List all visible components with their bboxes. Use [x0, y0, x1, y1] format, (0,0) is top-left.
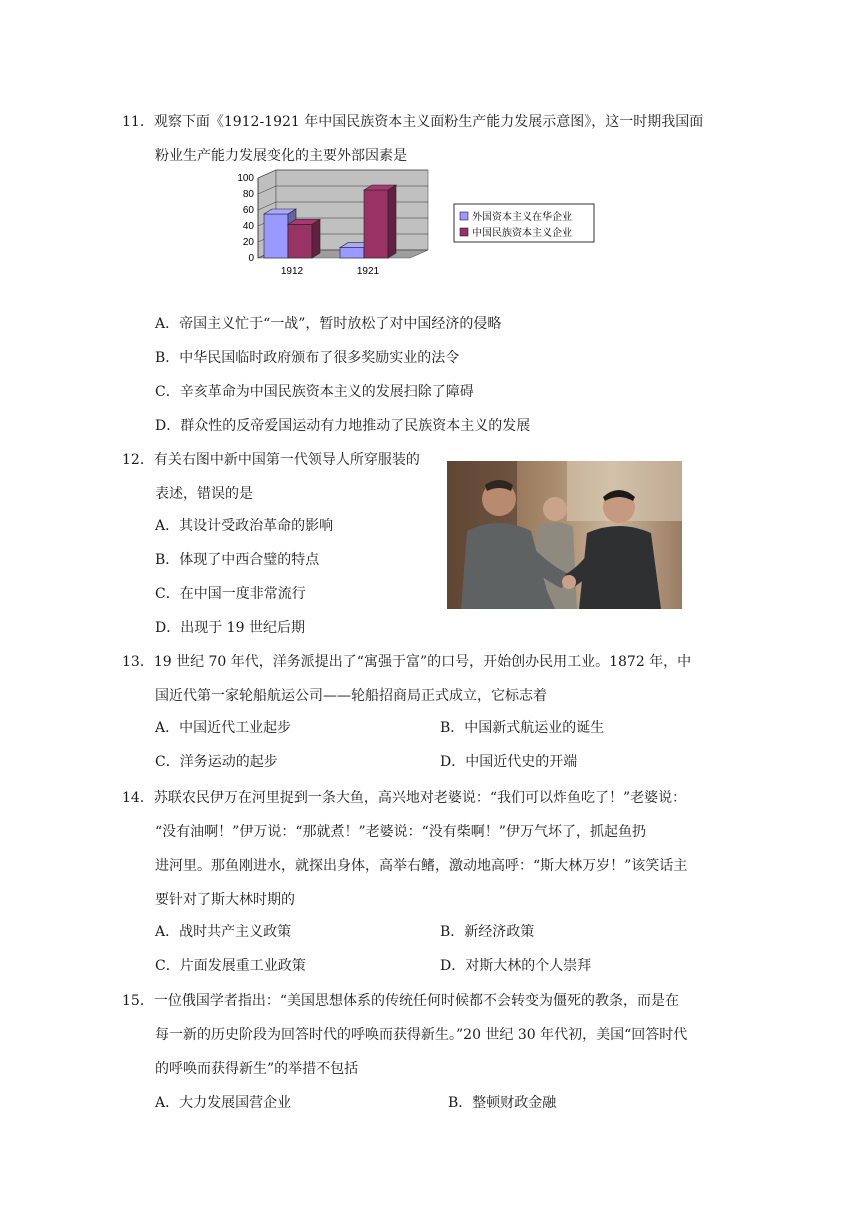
q11-option-c: C．辛亥革命为中国民族资本主义的发展扫除了障碍 — [155, 384, 474, 400]
q14-option-b: B．新经济政策 — [440, 924, 535, 940]
chart-bar-side — [388, 185, 396, 258]
q14-option-d: D．对斯大林的个人崇拜 — [440, 958, 592, 974]
chart-y-tick-label: 100 — [237, 173, 254, 184]
q14-stem-line2: “没有油啊！”伊万说：“那就煮！”老婆说：“没有柴啊！”伊万气坏了，抓起鱼扔 — [155, 824, 646, 840]
chart-y-tick-label: 60 — [242, 205, 254, 216]
chart-legend-label: 外国资本主义在华企业 — [472, 212, 572, 223]
q12-stem-line1: 12．有关右图中新中国第一代领导人所穿服装的 — [122, 452, 420, 468]
q12-option-b: B．体现了中西合璧的特点 — [155, 552, 320, 568]
q13-option-d: D．中国近代史的开端 — [440, 754, 578, 770]
q15-stem-line1: 15．一位俄国学者指出：“美国思想体系的传统任何时候都不会转变为僵死的教条，而是在 — [122, 993, 679, 1009]
q12-stem-line2: 表述，错误的是 — [155, 486, 253, 502]
chart-legend-label: 中国民族资本主义企业 — [472, 228, 572, 239]
q15-stem-line3: 的呼唤而获得新生”的举措不包括 — [155, 1061, 359, 1077]
q14-stem-line1: 14．苏联农民伊万在河里捉到一条大鱼，高兴地对老婆说：“我们可以炸鱼吃了！”老婆说： — [122, 790, 687, 806]
chart-bar — [364, 190, 388, 258]
q11-option-a: A．帝国主义忙于“一战”，暂时放松了对中国经济的侵略 — [155, 316, 502, 332]
q12-option-d: D．出现于 19 世纪后期 — [155, 620, 305, 636]
q13-stem-line2: 国近代第一家轮船航运公司——轮船招商局正式成立，它标志着 — [155, 688, 547, 704]
chart-bar — [288, 224, 312, 258]
q13-option-a: A．中国近代工业起步 — [155, 720, 292, 736]
chart-bar — [264, 214, 288, 258]
q15-option-a: A．大力发展国营企业 — [155, 1095, 292, 1111]
chart-y-tick-label: 40 — [242, 221, 254, 232]
chart-bar — [340, 248, 364, 258]
q11-stem-line2: 粉业生产能力发展变化的主要外部因素是 — [155, 148, 407, 164]
chart-y-tick-label: 0 — [248, 253, 254, 264]
q11-option-d: D．群众性的反帝爱国运动有力地推动了民族资本主义的发展 — [155, 418, 531, 434]
q11-option-b: B．中华民国临时政府颁布了很多奖励实业的法令 — [155, 350, 460, 366]
q14-option-a: A．战时共产主义政策 — [155, 924, 292, 940]
chart-y-tick-label: 80 — [242, 189, 254, 200]
q15-stem-line2: 每一新的历史阶段为回答时代的呼唤而获得新生。”20 世纪 30 年代初，美国“回答时代 — [155, 1027, 688, 1043]
q14-stem-line4: 要针对了斯大林时期的 — [155, 892, 295, 908]
flour-capacity-chart — [226, 166, 598, 284]
chart-legend-swatch — [460, 228, 468, 236]
q12-option-c: C．在中国一度非常流行 — [155, 586, 306, 602]
leaders-handshake-photo — [447, 461, 682, 609]
q14-option-c: C．片面发展重工业政策 — [155, 958, 306, 974]
q15-option-b: B．整顿财政金融 — [448, 1095, 557, 1111]
chart-legend-swatch — [460, 212, 468, 220]
q13-option-c: C．洋务运动的起步 — [155, 754, 278, 770]
q12-option-a: A．其设计受政治革命的影响 — [155, 518, 334, 534]
chart-y-tick-label: 20 — [242, 237, 254, 248]
q13-stem-line1: 13．19 世纪 70 年代，洋务派提出了“寓强于富”的口号，开始创办民用工业。1872 年，中 — [122, 654, 692, 670]
q14-stem-line3: 进河里。那鱼刚进水，就探出身体，高举右鳍，激动地高呼：“斯大林万岁！”该笑话主 — [155, 858, 688, 874]
q11-stem-line1: 11．观察下面《1912-1921 年中国民族资本主义面粉生产能力发展示意图》，这一时期我国面 — [122, 114, 704, 130]
chart-x-tick-label: 1921 — [356, 266, 380, 277]
chart-bar-side — [312, 219, 320, 258]
chart-x-tick-label: 1912 — [280, 266, 304, 277]
q13-option-b: B．中国新式航运业的诞生 — [440, 720, 605, 736]
